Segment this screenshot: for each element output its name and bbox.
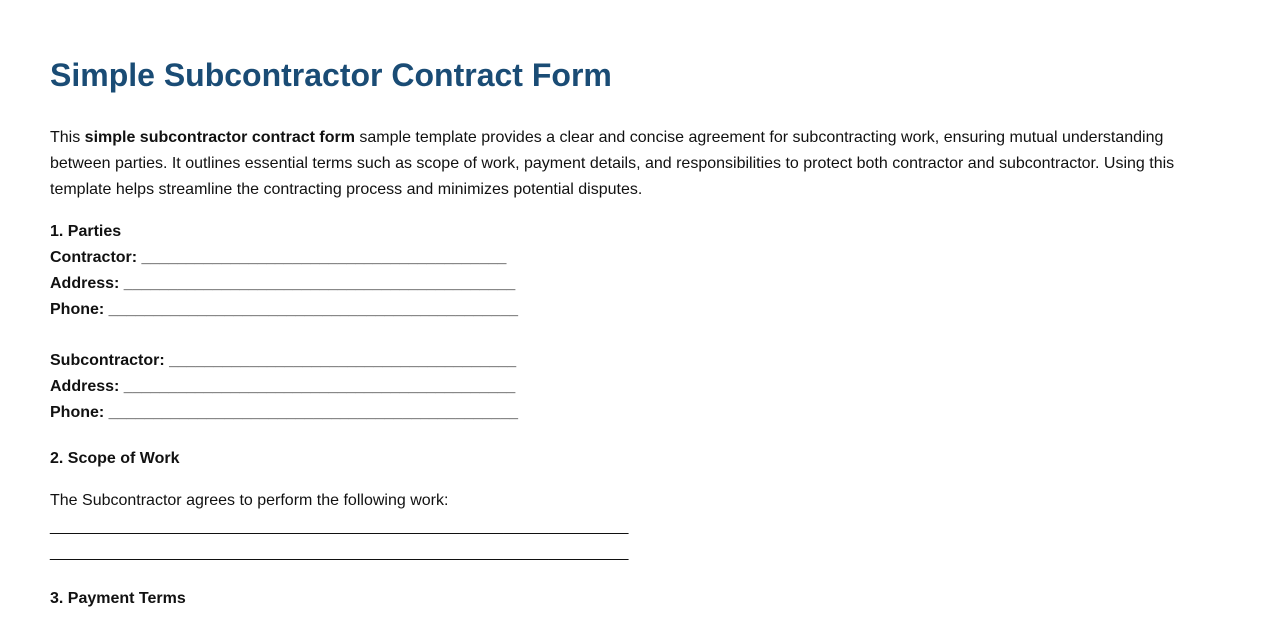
subcontractor-phone-field: Phone: ______________________________________________ bbox=[50, 404, 518, 421]
parties-heading: 1. Parties bbox=[50, 223, 122, 240]
scope-blank-line-1: _________________________________________________________________ bbox=[50, 518, 629, 535]
scope-blank-line-2: _________________________________________________________________ bbox=[50, 544, 629, 561]
scope-text: The Subcontractor agrees to perform the following work: bbox=[50, 492, 449, 509]
intro-text-before: This bbox=[50, 129, 85, 146]
contractor-phone-field: Phone: ______________________________________________ bbox=[50, 301, 518, 318]
intro-text-bold: simple subcontractor contract form bbox=[84, 129, 355, 146]
subcontractor-field: Subcontractor: _______________________________________ bbox=[50, 352, 517, 369]
parties-section bbox=[50, 219, 1213, 426]
scope-heading: 2. Scope of Work bbox=[50, 450, 180, 467]
contractor-field: Contractor: _________________________________________ bbox=[50, 249, 507, 266]
page-title: Simple Subcontractor Contract Form bbox=[50, 57, 612, 93]
subcontractor-address-field: Address: ____________________________________________ bbox=[50, 378, 516, 395]
contractor-address-field: Address: ____________________________________________ bbox=[50, 275, 516, 292]
payment-heading: 3. Payment Terms bbox=[50, 590, 186, 607]
spacer bbox=[50, 323, 1213, 348]
intro-paragraph bbox=[50, 125, 1190, 203]
intro-text-after: sample template provides a clear and concise agreement for subcontracting work, ensuring mutual understanding between parties. It outlines essential terms such as scope of work, payment details, and responsibilities to protect both contractor and subcontractor. Using this template helps streamline the contracting process and minimizes potential disputes. bbox=[50, 129, 1175, 198]
